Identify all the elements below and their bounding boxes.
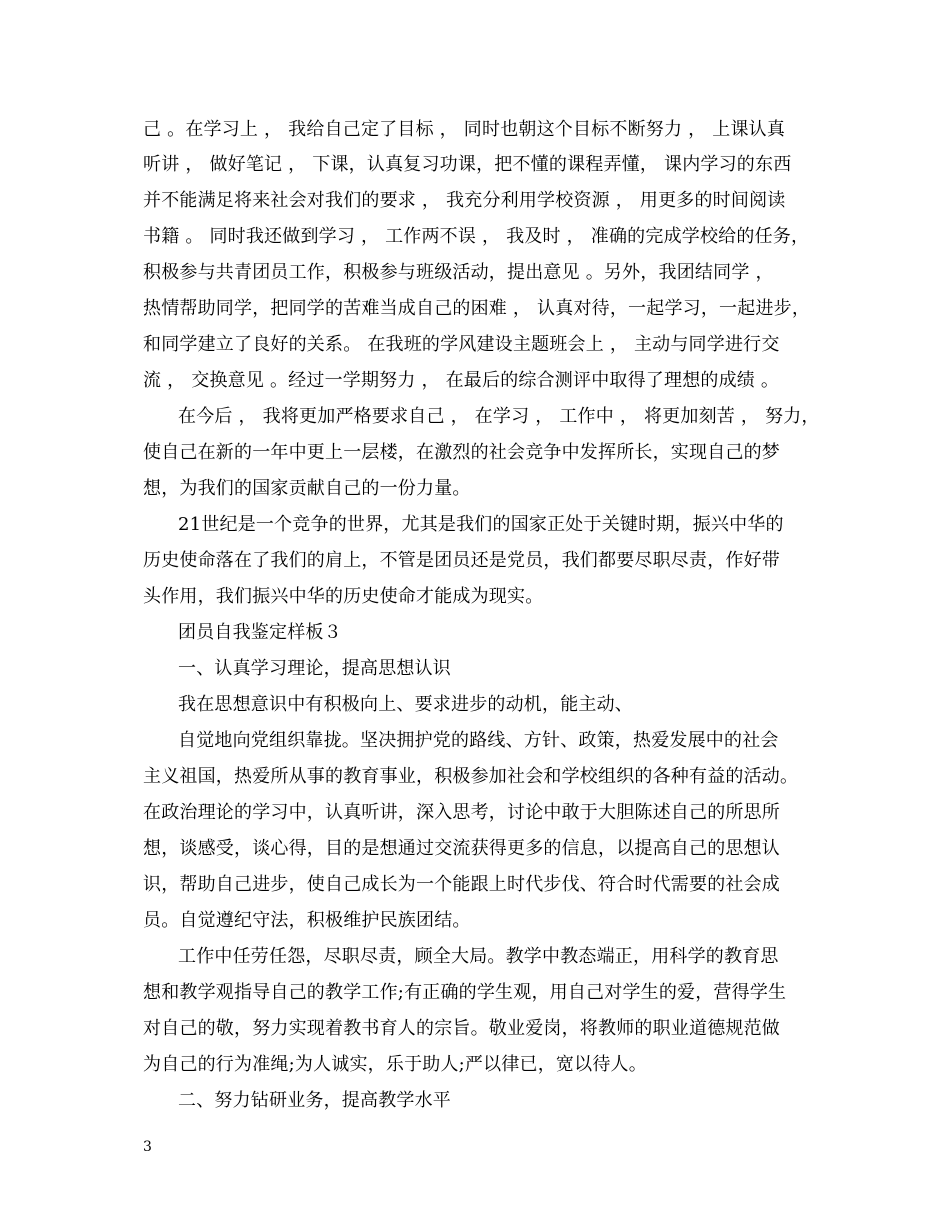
- paragraph-first-line: 在今后 ， 我将更加严格要求自己 ， 在学习 ， 工作中 ， 将更加刻苦 ， 努力，: [178, 406, 820, 427]
- paragraph-first-line: 我在思想意识中有积极向上、要求进步的动机，能主动、: [178, 694, 633, 715]
- paragraph-first-line: 自觉地向党组织靠拢。坚决拥护党的路线、方针、政策，热爱发展中的社会: [178, 730, 779, 751]
- body-text-line: 己 。在学习上 ， 我给自己定了目标 ， 同时也朝这个目标不断努力 ， 上课认真: [143, 119, 786, 140]
- body-text-line: 员。自觉遵纪守法，积极维护民族团结。: [143, 910, 471, 931]
- body-text-line: 想，谈感受，谈心得，目的是想通过交流获得更多的信息，以提高自己的思想认: [143, 838, 780, 859]
- paragraph-first-line: 工作中任劳任怨，尽职尽责，顾全大局。教学中教态端正，用科学的教育思: [178, 946, 779, 967]
- section-heading: 一、认真学习理论，提高思想认识: [178, 658, 451, 679]
- body-text-line: 使自己在新的一年中更上一层楼，在激烈的社会竞争中发挥所长，实现自己的梦: [143, 442, 780, 463]
- body-text-line: 热情帮助同学，把同学的苦难当成自己的困难 ， 认真对待，一起学习，一起进步，: [143, 298, 811, 319]
- body-text-line: 头作用，我们振兴中华的历史使命才能成为现实。: [143, 586, 544, 607]
- body-text-line: 积极参与共青团员工作，积极参与班级活动，提出意见 。另外，我团结同学 ，: [143, 262, 774, 283]
- body-text-line: 并不能满足将来社会对我们的要求 ， 我充分利用学校资源 ， 用更多的时间阅读: [143, 190, 786, 211]
- section-title: 团员自我鉴定样板３: [178, 622, 342, 643]
- body-text-line: 想和教学观指导自己的教学工作;有正确的学生观，用自己对学生的爱，营得学生: [143, 982, 787, 1003]
- paragraph-first-line: 21世纪是一个竞争的世界，尤其是我们的国家正处于关键时期，振兴中华的: [178, 514, 784, 535]
- page-number: 3: [143, 1139, 152, 1155]
- body-text-line: 听讲 ， 做好笔记 ， 下课，认真复习功课，把不懂的课程弄懂， 课内学习的东西: [143, 154, 792, 175]
- section-heading: 二、努力钻研业务，提高教学水平: [178, 1090, 451, 1111]
- body-text-line: 识，帮助自己进步，使自己成长为一个能跟上时代步伐、符合时代需要的社会成: [143, 874, 780, 895]
- body-text-line: 书籍 。 同时我还做到学习 ， 工作两不误 ， 我及时 ， 准确的完成学校给的任务，: [143, 226, 810, 247]
- body-text-line: 想，为我们的国家贡献自己的一份力量。: [143, 478, 471, 499]
- body-text-line: 为自己的行为准绳;为人诚实，乐于助人;严以律已，宽以待人。: [143, 1054, 647, 1075]
- body-text-line: 在政治理论的学习中，认真听讲，深入思考，讨论中敢于大胆陈述自己的所思所: [143, 802, 780, 823]
- body-text-line: 历史使命落在了我们的肩上，不管是团员还是党员，我们都要尽职尽责，作好带: [143, 550, 780, 571]
- body-text-line: 主义祖国，热爱所从事的教育事业，积极参加社会和学校组织的各种有益的活动。: [143, 766, 799, 787]
- body-text-line: 对自己的敬，努力实现着教书育人的宗旨。敬业爱岗，将教师的职业道德规范做: [143, 1018, 780, 1039]
- body-text-line: 和同学建立了良好的关系。 在我班的学风建设主题班会上 ， 主动与同学进行交: [143, 334, 780, 355]
- body-text-line: 流 ， 交换意见 。经过一学期努力 ， 在最后的综合测评中取得了理想的成绩 。: [143, 370, 780, 391]
